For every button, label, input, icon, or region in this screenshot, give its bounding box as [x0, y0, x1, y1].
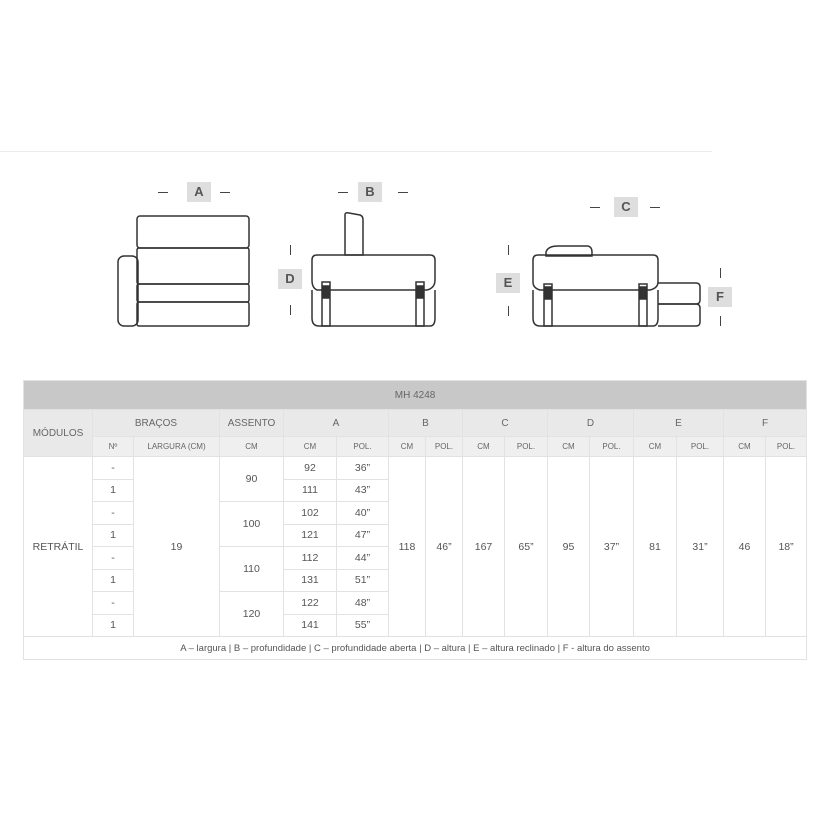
cell-a-cm: 111 [284, 479, 337, 502]
cell-a-cm: 112 [284, 547, 337, 570]
dim-f-bottom-dash [720, 316, 721, 326]
cell-a-cm: 92 [284, 457, 337, 480]
cell-a-cm: 131 [284, 569, 337, 592]
col-c: C [463, 410, 548, 437]
cell-n: - [93, 457, 134, 480]
dim-label-c: C [614, 197, 638, 217]
front-view-drawing [110, 210, 260, 330]
cell-b-pol: 46” [426, 457, 463, 637]
dim-d-bottom-dash [290, 305, 291, 315]
cell-a-pol: 43” [337, 479, 389, 502]
sub-f-cm: CM [724, 437, 766, 457]
table-title: MH 4248 [24, 381, 807, 410]
dim-a-left-dash [158, 192, 168, 193]
dim-c-left-dash [590, 207, 600, 208]
col-e: E [634, 410, 724, 437]
col-d: D [548, 410, 634, 437]
module-name: RETRÁTIL [24, 457, 93, 637]
sub-b-cm: CM [389, 437, 426, 457]
dim-label-e: E [496, 273, 520, 293]
cell-b-cm: 118 [389, 457, 426, 637]
dim-f-top-dash [720, 268, 721, 278]
top-divider [0, 151, 712, 152]
sub-a-cm: CM [284, 437, 337, 457]
sub-d-cm: CM [548, 437, 590, 457]
side-view-drawing [305, 210, 450, 330]
cell-a-pol: 44” [337, 547, 389, 570]
cell-e-pol: 31” [677, 457, 724, 637]
sub-b-pol: POL. [426, 437, 463, 457]
cell-a-cm: 121 [284, 524, 337, 547]
cell-c-cm: 167 [463, 457, 505, 637]
cell-assento: 100 [220, 502, 284, 547]
dim-d-top-dash [290, 245, 291, 255]
cell-n: 1 [93, 524, 134, 547]
cell-n: - [93, 592, 134, 615]
cell-a-pol: 36” [337, 457, 389, 480]
cell-a-cm: 102 [284, 502, 337, 525]
sub-a-pol: POL. [337, 437, 389, 457]
cell-assento: 110 [220, 547, 284, 592]
cell-n: 1 [93, 479, 134, 502]
dim-label-a: A [187, 182, 211, 202]
dim-label-f: F [708, 287, 732, 307]
cell-a-pol: 55” [337, 614, 389, 637]
cell-d-pol: 37” [590, 457, 634, 637]
sub-c-cm: CM [463, 437, 505, 457]
cell-a-pol: 47” [337, 524, 389, 547]
cell-c-pol: 65” [505, 457, 548, 637]
sub-largura: LARGURA (CM) [134, 437, 220, 457]
dim-e-bottom-dash [508, 306, 509, 316]
cell-a-cm: 141 [284, 614, 337, 637]
reclined-view-drawing [528, 240, 708, 330]
table-row [24, 457, 807, 480]
cell-a-cm: 122 [284, 592, 337, 615]
cell-a-pol: 48” [337, 592, 389, 615]
sub-n: Nº [93, 437, 134, 457]
cell-a-pol: 40” [337, 502, 389, 525]
col-a: A [284, 410, 389, 437]
dim-label-d: D [278, 269, 302, 289]
cell-d-cm: 95 [548, 457, 590, 637]
dim-b-right-dash [398, 192, 408, 193]
col-modulos: MÓDULOS [24, 410, 93, 457]
cell-f-pol: 18” [766, 457, 807, 637]
table-footnote: A – largura | B – profundidade | C – profundidade aberta | D – altura | E – altura reclinado | F - altura do assento [24, 637, 807, 660]
sub-f-pol: POL. [766, 437, 807, 457]
cell-n: 1 [93, 614, 134, 637]
spec-table [23, 380, 807, 660]
cell-assento: 120 [220, 592, 284, 637]
col-bracos: BRAÇOS [93, 410, 220, 437]
sub-assento-cm: CM [220, 437, 284, 457]
cell-f-cm: 46 [724, 457, 766, 637]
sub-e-cm: CM [634, 437, 677, 457]
dim-e-top-dash [508, 245, 509, 255]
cell-assento: 90 [220, 457, 284, 502]
col-b: B [389, 410, 463, 437]
sub-d-pol: POL. [590, 437, 634, 457]
dim-label-b: B [358, 182, 382, 202]
product-drawings [0, 170, 832, 350]
sub-e-pol: POL. [677, 437, 724, 457]
cell-largura: 19 [134, 457, 220, 637]
col-f: F [724, 410, 807, 437]
cell-n: 1 [93, 569, 134, 592]
col-assento: ASSENTO [220, 410, 284, 437]
sub-c-pol: POL. [505, 437, 548, 457]
dim-a-right-dash [220, 192, 230, 193]
cell-n: - [93, 547, 134, 570]
cell-n: - [93, 502, 134, 525]
cell-a-pol: 51” [337, 569, 389, 592]
dim-b-left-dash [338, 192, 348, 193]
dim-c-right-dash [650, 207, 660, 208]
cell-e-cm: 81 [634, 457, 677, 637]
